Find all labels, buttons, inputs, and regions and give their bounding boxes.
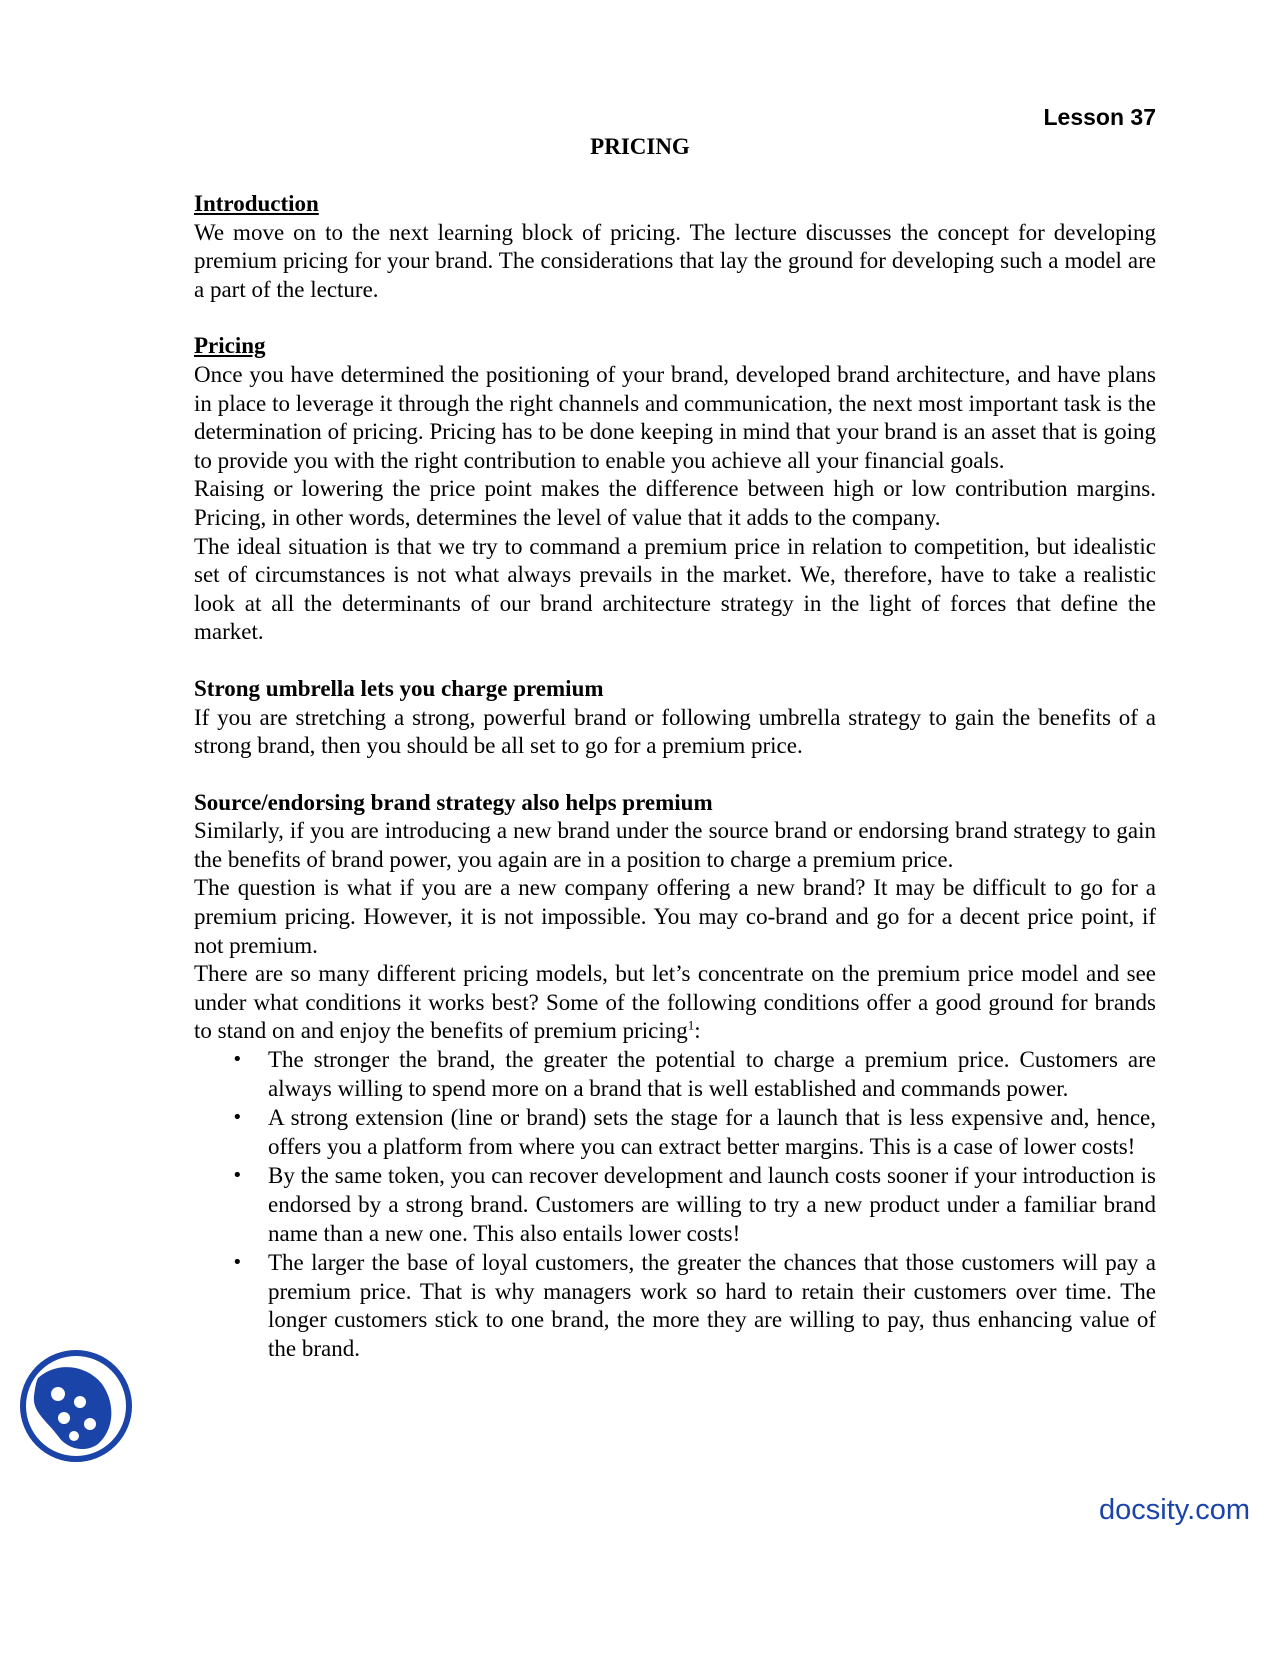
section-heading: Pricing bbox=[194, 333, 266, 359]
paragraph: Raising or lowering the price point makes the difference between high or low contribution margins. Pricing, in other words, determines the level of value that it adds to the company. bbox=[194, 476, 1156, 530]
lead-text: There are so many different pricing models, but let’s concentrate on the premium price model and see under what conditions it works best? Some of the following conditions offer a good ground for brands to stand on and enjoy the benefits of premium pricing bbox=[194, 961, 1156, 1044]
list-item-text: The stronger the brand, the greater the potential to charge a premium price. Customers are always willing to spend more on a brand that is well established and commands power. bbox=[268, 1047, 1156, 1101]
section-introduction bbox=[194, 190, 1156, 304]
list-item bbox=[194, 1162, 1156, 1248]
bullet-icon: • bbox=[232, 1049, 243, 1071]
bullet-icon: • bbox=[232, 1252, 243, 1274]
paragraph: The ideal situation is that we try to command a premium price in relation to competition, but idealistic set of circumstances is not what always prevails in the market. We, therefore, have to take a realistic look at all the determinants of our brand architecture strategy in the light of forces that define the market. bbox=[194, 533, 1156, 645]
paragraph-with-footnote bbox=[194, 960, 1156, 1046]
document-body bbox=[194, 190, 1156, 1365]
page-title: PRICING bbox=[590, 134, 690, 159]
section-strong-umbrella bbox=[194, 675, 1156, 761]
section-heading: Source/endorsing brand strategy also helps premium bbox=[194, 789, 713, 815]
section-source-endorsing bbox=[194, 789, 1156, 1364]
lead-punctuation: : bbox=[694, 1018, 701, 1044]
list-item bbox=[194, 1249, 1156, 1363]
list-item bbox=[194, 1104, 1156, 1161]
paragraph: If you are stretching a strong, powerful brand or following umbrella strategy to gain the benefits of a strong brand, then you should be all set to go for a premium price. bbox=[194, 704, 1156, 759]
bullet-list bbox=[194, 1046, 1156, 1364]
paragraph: The question is what if you are a new company offering a new brand? It may be difficult to go for a premium pricing. However, it is not impossible. You may co-brand and go for a decent price point, if not premium. bbox=[194, 875, 1156, 958]
bullet-icon: • bbox=[232, 1107, 243, 1129]
docsity-logo-icon[interactable] bbox=[18, 1348, 134, 1464]
list-item bbox=[194, 1046, 1156, 1103]
brand-watermark[interactable]: docsity.com bbox=[1099, 1494, 1250, 1526]
section-pricing bbox=[194, 332, 1156, 647]
footnote-mark: 1 bbox=[687, 1017, 695, 1033]
list-item-text: A strong extension (line or brand) sets the stage for a launch that is less expensive and, hence, offers you a platform from where you can extract better margins. This is a case of lower costs! bbox=[268, 1105, 1156, 1159]
bullet-icon: • bbox=[232, 1165, 243, 1187]
paragraph: Once you have determined the positioning of your brand, developed brand architecture, and have plans in place to leverage it through the right channels and communication, the next most important task is the determination of pricing. Pricing has to be done keeping in mind that your brand is an asset that is going to provide you with the right contribution to enable you achieve all your financial goals. bbox=[194, 361, 1156, 473]
list-item-text: The larger the base of loyal customers, the greater the chances that those customers will pay a premium price. That is why managers work so hard to retain their customers over time. The longer customers stick to one brand, the more they are willing to pay, thus enhancing value of the brand. bbox=[268, 1250, 1156, 1361]
paragraph: Similarly, if you are introducing a new brand under the source brand or endorsing brand strategy to gain the benefits of brand power, you again are in a position to charge a premium price. bbox=[194, 818, 1156, 872]
list-item-text: By the same token, you can recover development and launch costs sooner if your introduction is endorsed by a strong brand. Customers are willing to try a new product under a familiar brand name than a new one. This also entails lower costs! bbox=[268, 1163, 1156, 1246]
lesson-number: Lesson 37 bbox=[1043, 104, 1156, 130]
section-heading: Introduction bbox=[194, 191, 319, 216]
paragraph: We move on to the next learning block of pricing. The lecture discusses the concept for developing premium pricing for your brand. The considerations that lay the ground for developing such a model are a part of the lecture. bbox=[194, 219, 1156, 302]
section-heading: Strong umbrella lets you charge premium bbox=[194, 675, 604, 701]
